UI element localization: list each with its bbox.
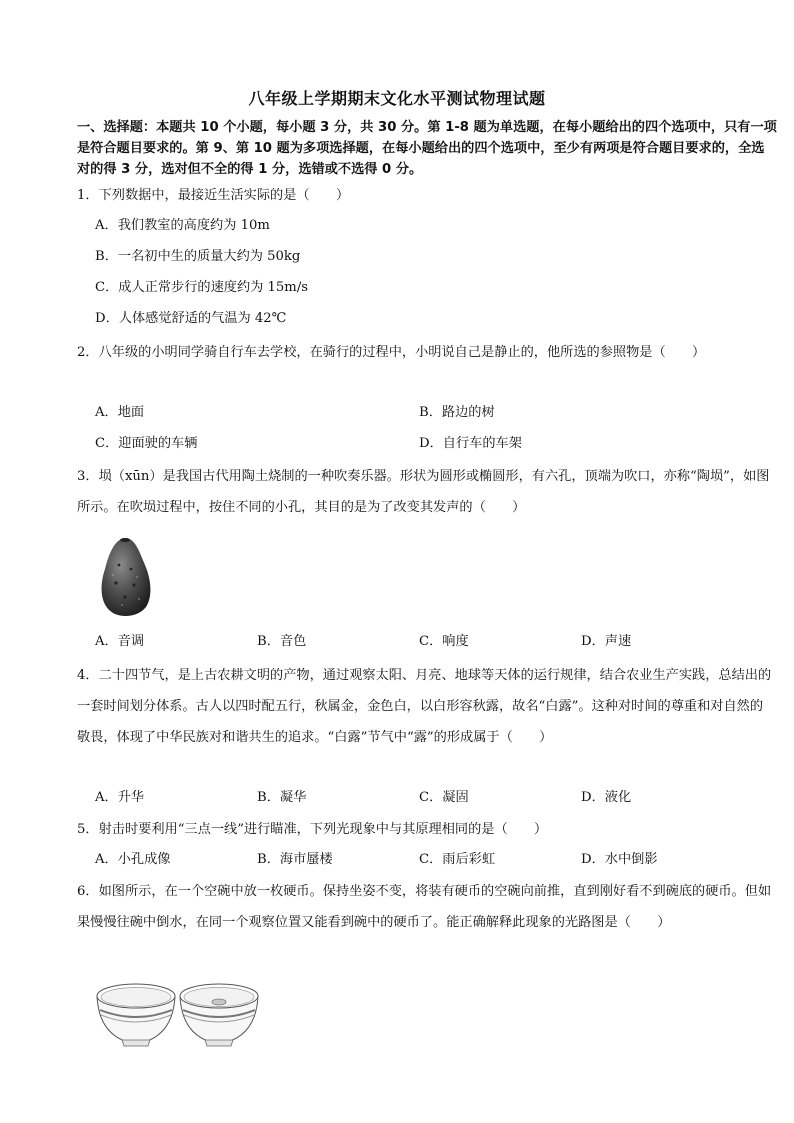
question-1-stem: 1．下列数据中，最接近生活实际的是（ ） <box>77 188 350 203</box>
question-4-option-a: A．升华 <box>95 790 145 805</box>
xun-instrument-image <box>95 535 155 617</box>
question-5-option-a: A．小孔成像 <box>95 852 171 867</box>
question-3-option-a: A．音调 <box>95 634 145 649</box>
question-2-stem: 2．八年级的小明同学骑自行车去学校，在骑行的过程中，小明说自己是静止的，他所选的参照物是（ ） <box>77 345 706 360</box>
question-2-option-b: B．路边的树 <box>419 405 495 420</box>
question-4-option-c: C．凝固 <box>419 790 469 805</box>
question-4-option-b: B．凝华 <box>257 790 307 805</box>
question-5-option-c: C．雨后彩虹 <box>419 852 496 867</box>
question-4-stem: 4．二十四节气，是上古农耕文明的产物，通过观察太阳、月亮、地球等天体的运行规律，结合农业生产实践，总结出的一套时间划分体系。古人以四时配五行，秋属金，金色白，以白形容秋露，故名“白露”。这种对时间的尊重和对自然的敬畏，体现了中华民族对和谐共生的追求。“白露”节气中“露”的形成属于（ ） <box>77 668 772 745</box>
question-6-stem: 6．如图所示，在一个空碗中放一枚硬币。保持坐姿不变，将装有硬币的空碗向前推，直到刚好看不到碗底的硬币。但如果慢慢往碗中倒水，在同一个观察位置又能看到碗中的硬币了。能正确解释此现象的光路图是（ ） <box>77 884 772 930</box>
bowl-coin-image <box>94 980 264 1048</box>
question-2-option-a: A．地面 <box>95 405 145 420</box>
question-2-option-c: C．迎面驶的车辆 <box>95 436 198 451</box>
question-1-option-b: B．一名初中生的质量大约为 50kg <box>95 249 301 264</box>
question-3-option-b: B．音色 <box>257 634 307 649</box>
question-2-option-d: D．自行车的车架 <box>419 436 522 451</box>
question-3-stem: 3．埙（xūn）是我国古代用陶土烧制的一种吹奏乐器。形状为圆形或椭圆形，有六孔，顶端为吹口，亦称“陶埙”，如图所示。在吹埙过程中，按住不同的小孔，其目的是为了改变其发声的（ ） <box>77 469 770 515</box>
question-1-option-a: A．我们教室的高度约为 10m <box>95 218 270 233</box>
question-1-option-c: C．成人正常步行的速度约为 15m/s <box>95 280 309 295</box>
question-5-stem: 5．射击时要利用“三点一线”进行瞄准，下列光现象中与其原理相同的是（ ） <box>77 822 548 837</box>
question-4-option-d: D．液化 <box>581 790 632 805</box>
question-5-option-d: D．水中倒影 <box>581 852 658 867</box>
exam-title: 八年级上学期期末文化水平测试物理试题 <box>248 89 546 108</box>
question-1-option-d: D．人体感觉舒适的气温为 42℃ <box>95 311 287 326</box>
question-3-option-c: C．响度 <box>419 634 469 649</box>
question-3-option-d: D．声速 <box>581 634 632 649</box>
question-5-option-b: B．海市蜃楼 <box>257 852 333 867</box>
section-instructions: 一、选择题：本题共 10 个小题，每小题 3 分，共 30 分。第 1-8 题为单选题，在每小题给出的四个选项中，只有一项是符合题目要求的。第 9、第 10 题为多项选择题，在每小题给出的四个选项中，至少有两项是符合题目要求的，全选对的得 3 分，选对但不全的得 1 分，选错或不选得 0 分。 <box>77 120 777 177</box>
